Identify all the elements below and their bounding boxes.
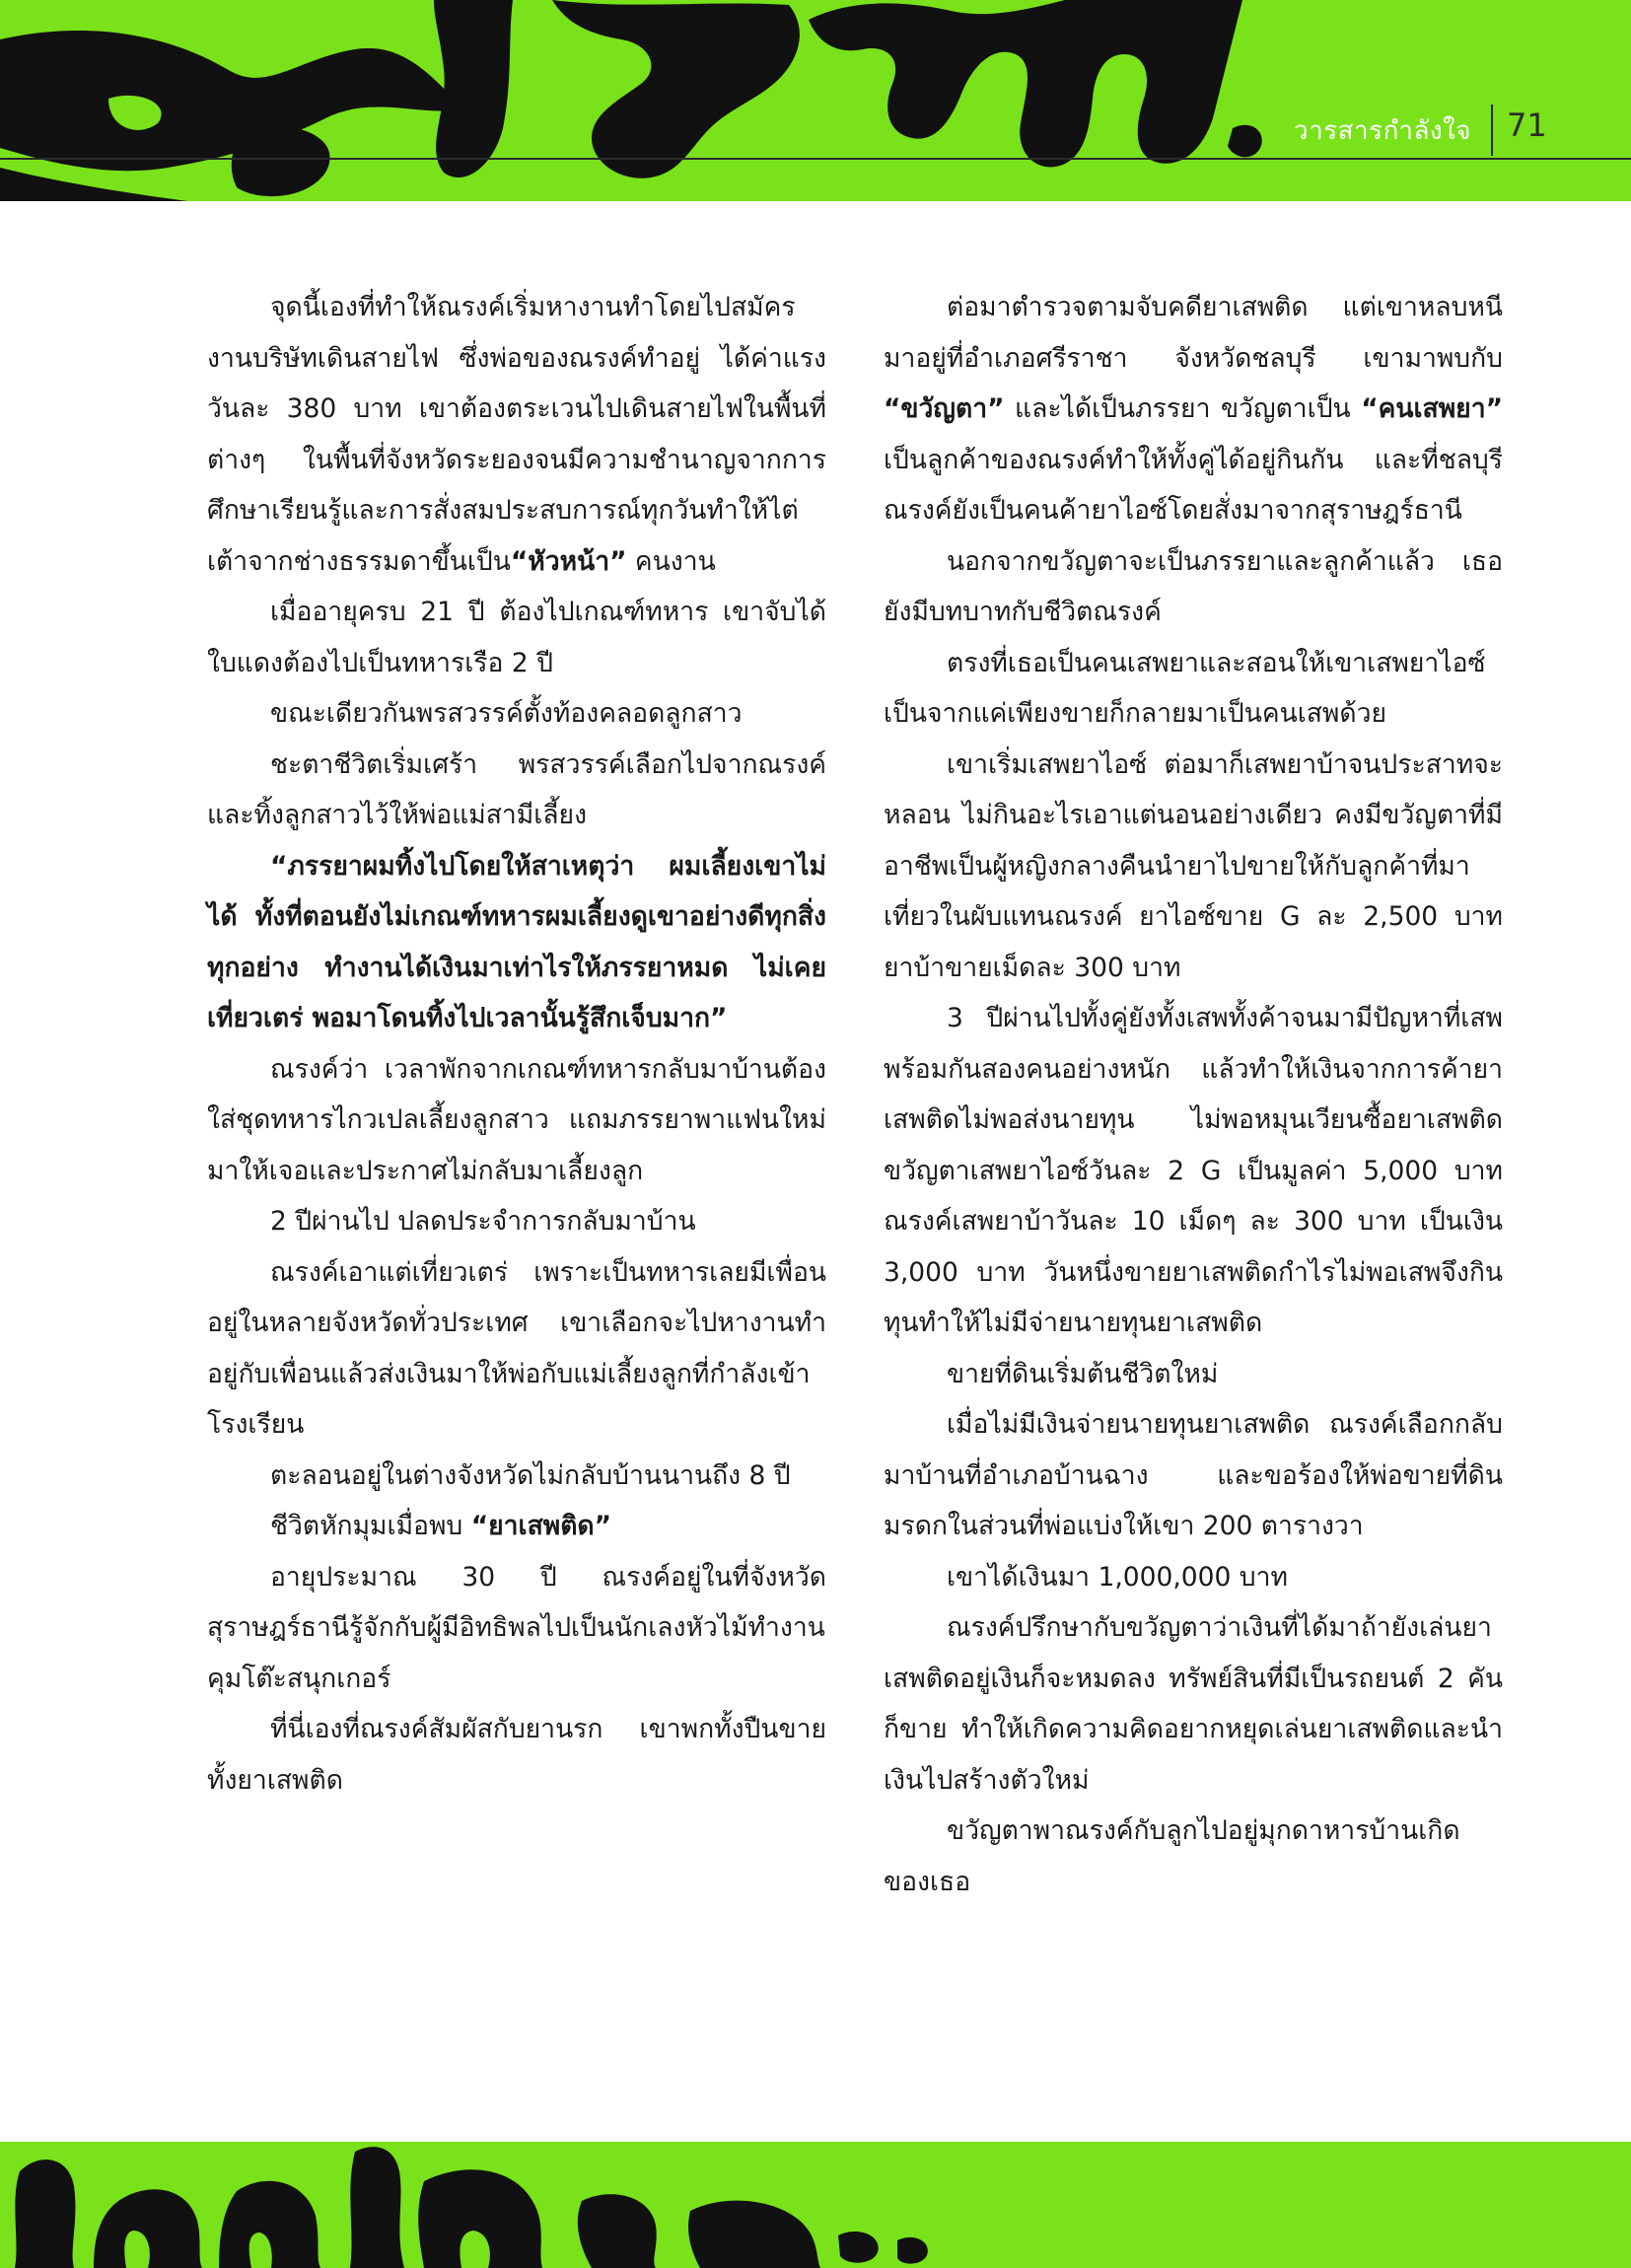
magazine-name: วารสารกำลังใจ [1294, 116, 1471, 146]
paragraph: อายุประมาณ 30 ปี ณรงค์อยู่ในที่จังหวัดสุราษฎร์ธานีรู้จักกับผู้มีอิทธิพลไปเป็นนักเลงหัวไม้ทำงานคุมโต๊ะสนุกเกอร์ [207, 1561, 826, 1694]
pull-quote: “ภรรยาผมทิ้งไปโดยให้สาเหตุว่า ผมเลี้ยงเขาไม่ได้ ทั้งที่ตอนยังไม่เกณฑ์ทหารผมเลี้ยงดูเขาอย่างดีทุกสิ่งทุกอย่าง ทำงานได้เงินมาเท่าไรให้ภรรยาหมด ไม่เคยเที่ยวเตร่ พอมาโดนทิ้งไปเวลานั้นรู้สึกเจ็บมาก” [207, 850, 826, 1033]
paragraph: ตะลอนอยู่ในต่างจังหวัดไม่กลับบ้านนานถึง 8 ปี [270, 1459, 791, 1491]
paragraph: เมื่อไม่มีเงินจ่ายนายทุนยาเสพติด ณรงค์เลือกกลับมาบ้านที่อำเภอบ้านฉาง และขอร้องให้พ่อขายที่ดินมรดกในส่วนที่พ่อแบ่งให้เขา 200 ตารางวา [884, 1409, 1503, 1541]
page-number: 71 [1507, 106, 1547, 144]
paragraph: ณรงค์ปรึกษากับขวัญตาว่าเงินที่ได้มาถ้ายังเล่นยาเสพติดอยู่เงินก็จะหมดลง ทรัพย์สินที่มีเป็นรถยนต์ 2 คันก็ขาย ทำให้เกิดความคิดอยากหยุดเล่นยาเสพติดและนำเงินไปสร้างตัวใหม่ [884, 1612, 1503, 1796]
section-subheading: ชีวิตหักมุมเมื่อพบ “ยาเสพติด” [270, 1511, 612, 1541]
paragraph: จุดนี้เองที่ทำให้ณรงค์เริ่มหางานทำโดยไปสมัครงานบริษัทเดินสายไฟ ซึ่งพ่อของณรงค์ทำอยู่ ได้ค่าแรงวันละ 380 บาท เขาต้องตระเวนไปเดินสายไฟในพื้นที่ต่างๆ ในพื้นที่จังหวัดระยองจนมีความชำนาญจากการศึกษาเรียนรู้และการสั่งสมประสบการณ์ทุกวันทำให้ไต่เต้าจากช่างธรรมดาขึ้นเป็น“หัวหน้า” คนงาน [207, 292, 826, 577]
brush-lettering-graphic-icon [0, 0, 1282, 201]
right-text-column [884, 282, 1503, 1907]
section-subheading: ขายที่ดินเริ่มต้นชีวิตใหม่ [947, 1358, 1219, 1389]
paragraph: นอกจากขวัญตาจะเป็นภรรยาและลูกค้าแล้ว เธอยังมีบทบาทกับชีวิตณรงค์ [884, 545, 1503, 627]
paragraph: ณรงค์ว่า เวลาพักจากเกณฑ์ทหารกลับมาบ้านต้องใส่ชุดทหารไกวเปลเลี้ยงลูกสาว แถมภรรยาพาแฟนใหม่มาให้เจอและประกาศไม่กลับมาเลี้ยงลูก [207, 1053, 826, 1186]
footer-band [0, 2142, 1631, 2268]
paragraph: ต่อมาตำรวจตามจับคดียาเสพติด แต่เขาหลบหนีมาอยู่ที่อำเภอศรีราชา จังหวัดชลบุรี เขามาพบกับ “ขวัญตา” และได้เป็นภรรยา ขวัญตาเป็น “คนเสพยา” เป็นลูกค้าของณรงค์ทำให้ทั้งคู่ได้อยู่กินกัน และที่ชลบุรีณรงค์ยังเป็นคนค้ายาไอซ์โดยสั่งมาจากสุราษฎร์ธานี [884, 292, 1503, 526]
header-band [0, 0, 1631, 201]
paragraph: เขาเริ่มเสพยาไอซ์ ต่อมาก็เสพยาบ้าจนประสาทจะหลอน ไม่กินอะไรเอาแต่นอนอย่างเดียว คงมีขวัญตาที่มีอาชีพเป็นผู้หญิงกลางคืนนำยาไปขายให้กับลูกค้าที่มาเที่ยวในผับแทนณรงค์ ยาไอซ์ขาย G ละ 2,500 บาท ยาบ้าขายเม็ดละ 300 บาท [884, 748, 1503, 983]
page-number-divider [1491, 105, 1493, 156]
paragraph: 2 ปีผ่านไป ปลดประจำการกลับมาบ้าน [270, 1206, 696, 1237]
header-rule [0, 158, 1631, 160]
paragraph: ที่นี่เองที่ณรงค์สัมผัสกับยานรก เขาพกทั้งปืนขายทั้งยาเสพติด [207, 1714, 826, 1796]
paragraph: ขณะเดียวกันพรสวรรค์ตั้งท้องคลอดลูกสาว [270, 698, 743, 729]
paragraph: เมื่ออายุครบ 21 ปี ต้องไปเกณฑ์ทหาร เขาจับได้ใบแดงต้องไปเป็นทหารเรือ 2 ปี [207, 597, 826, 678]
paragraph: ชะตาชีวิตเริ่มเศร้า พรสวรรค์เลือกไปจากณรงค์และทิ้งลูกสาวไว้ให้พ่อแม่สามีเลี้ยง [207, 748, 826, 830]
paragraph: เขาได้เงินมา 1,000,000 บาท [947, 1561, 1288, 1593]
brush-lettering-graphic-icon [0, 2142, 986, 2268]
left-text-column [207, 282, 826, 1806]
paragraph: ขวัญตาพาณรงค์กับลูกไปอยู่มุกดาหารบ้านเกิดของเธอ [884, 1815, 1460, 1897]
paragraph: ณรงค์เอาแต่เที่ยวเตร่ เพราะเป็นทหารเลยมีเพื่อนอยู่ในหลายจังหวัดทั่วประเทศ เขาเลือกจะไปหางานทำอยู่กับเพื่อนแล้วส่งเงินมาให้พ่อกับแม่เลี้ยงลูกที่กำลังเข้าโรงเรียน [207, 1256, 826, 1440]
paragraph: ตรงที่เธอเป็นคนเสพยาและสอนให้เขาเสพยาไอซ์ เป็นจากแค่เพียงขายก็กลายมาเป็นคนเสพด้วย [884, 647, 1486, 729]
paragraph: 3 ปีผ่านไปทั้งคู่ยังทั้งเสพทั้งค้าจนมามีปัญหาที่เสพพร้อมกันสองคนอย่างหนัก แล้วทำให้เงินจากการค้ายาเสพติดไม่พอส่งนายทุน ไม่พอหมุนเวียนซื้อยาเสพติด ขวัญตาเสพยาไอซ์วันละ 2 G เป็นมูลค่า 5,000 บาท ณรงค์เสพยาบ้าวันละ 10 เม็ดๆ ละ 300 บาท เป็นเงิน 3,000 บาท วันหนึ่งขายยาเสพติดกำไรไม่พอเสพจึงกินทุนทำให้ไม่มีจ่ายนายทุนยาเสพติด [884, 1003, 1503, 1338]
